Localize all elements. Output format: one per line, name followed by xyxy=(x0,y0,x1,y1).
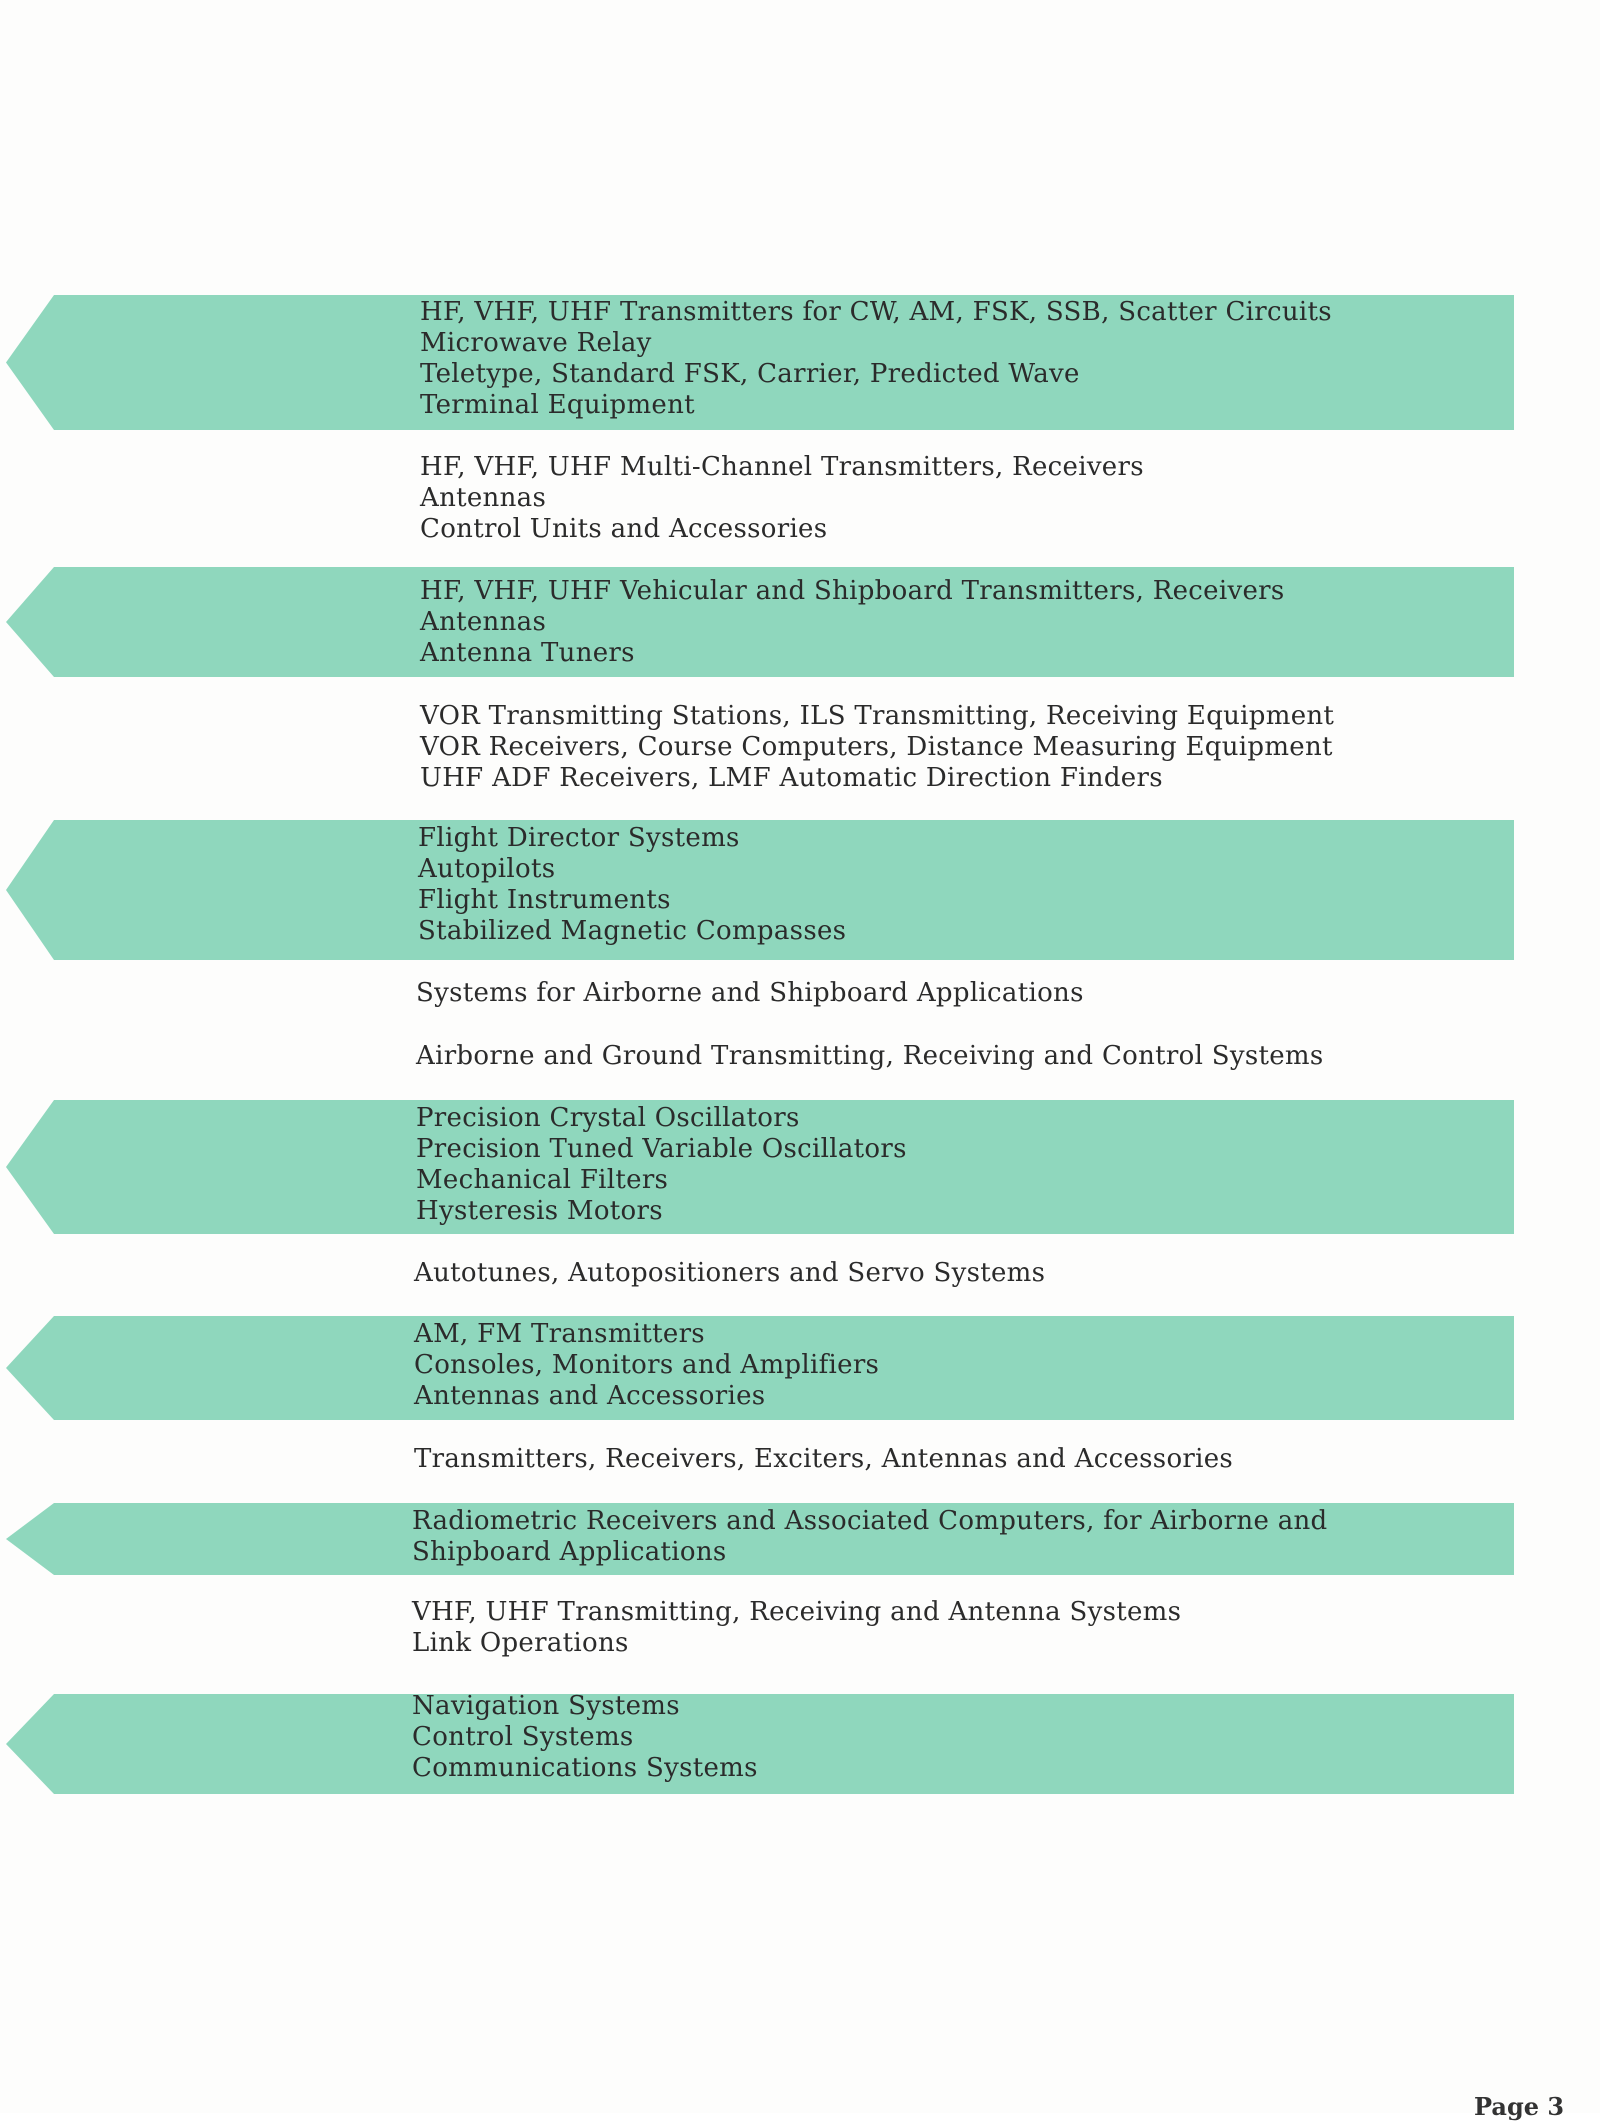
block-line: VOR Transmitting Stations, ILS Transmitting, Receiving Equipment xyxy=(420,701,1335,731)
block-line: Terminal Equipment xyxy=(420,390,695,420)
block-line: Link Operations xyxy=(412,1628,629,1658)
block-14 xyxy=(412,1691,758,1784)
block-line: AM, FM Transmitters xyxy=(414,1319,705,1349)
block-line: Microwave Relay xyxy=(420,328,652,358)
block-line: Antennas xyxy=(420,607,547,637)
block-line: Antennas xyxy=(420,483,547,513)
block-line: Control Units and Accessories xyxy=(420,514,828,544)
block-line: Antennas and Accessories xyxy=(414,1381,766,1411)
block-line: Flight Instruments xyxy=(418,885,671,915)
block-7 xyxy=(416,1041,1324,1072)
block-line: HF, VHF, UHF Vehicular and Shipboard Transmitters, Receivers xyxy=(420,576,1285,606)
band-7 xyxy=(6,1694,1514,1794)
block-line: Airborne and Ground Transmitting, Receiving and Control Systems xyxy=(416,1041,1324,1071)
block-4 xyxy=(420,701,1334,794)
block-11 xyxy=(414,1444,1233,1475)
block-9 xyxy=(414,1258,1045,1289)
block-line: Precision Crystal Oscillators xyxy=(416,1103,800,1133)
block-line: Communications Systems xyxy=(412,1753,758,1783)
block-line: Navigation Systems xyxy=(412,1691,680,1721)
page-number: Page 3 xyxy=(1474,2092,1565,2121)
block-1 xyxy=(420,297,1332,421)
block-5 xyxy=(418,823,846,947)
block-line: Stabilized Magnetic Compasses xyxy=(418,916,847,946)
block-line: Consoles, Monitors and Amplifiers xyxy=(414,1350,880,1380)
block-line: Antenna Tuners xyxy=(420,638,635,668)
block-line: Transmitters, Receivers, Exciters, Antennas and Accessories xyxy=(414,1444,1234,1474)
block-line: Flight Director Systems xyxy=(418,823,740,853)
block-13 xyxy=(412,1597,1181,1659)
block-8 xyxy=(416,1103,907,1227)
block-line: Systems for Airborne and Shipboard Applications xyxy=(416,978,1084,1008)
block-12 xyxy=(412,1506,1328,1568)
block-line: Teletype, Standard FSK, Carrier, Predicted Wave xyxy=(420,359,1080,389)
block-line: VHF, UHF Transmitting, Receiving and Antenna Systems xyxy=(412,1597,1182,1627)
block-line: Radiometric Receivers and Associated Computers, for Airborne and xyxy=(412,1506,1328,1536)
block-2 xyxy=(420,452,1144,545)
block-10 xyxy=(414,1319,879,1412)
block-line: Autotunes, Autopositioners and Servo Systems xyxy=(414,1258,1046,1288)
block-line: HF, VHF, UHF Transmitters for CW, AM, FSK, SSB, Scatter Circuits xyxy=(420,297,1332,327)
block-line: Precision Tuned Variable Oscillators xyxy=(416,1134,907,1164)
block-line: Autopilots xyxy=(418,854,556,884)
block-line: UHF ADF Receivers, LMF Automatic Direction Finders xyxy=(420,763,1163,793)
block-line: Shipboard Applications xyxy=(412,1537,727,1567)
block-line: VOR Receivers, Course Computers, Distance Measuring Equipment xyxy=(420,732,1333,762)
block-line: HF, VHF, UHF Multi-Channel Transmitters, Receivers xyxy=(420,452,1144,482)
block-line: Control Systems xyxy=(412,1722,634,1752)
block-line: Hysteresis Motors xyxy=(416,1196,663,1226)
block-6 xyxy=(416,978,1084,1009)
block-line: Mechanical Filters xyxy=(416,1165,669,1195)
block-3 xyxy=(420,576,1285,669)
